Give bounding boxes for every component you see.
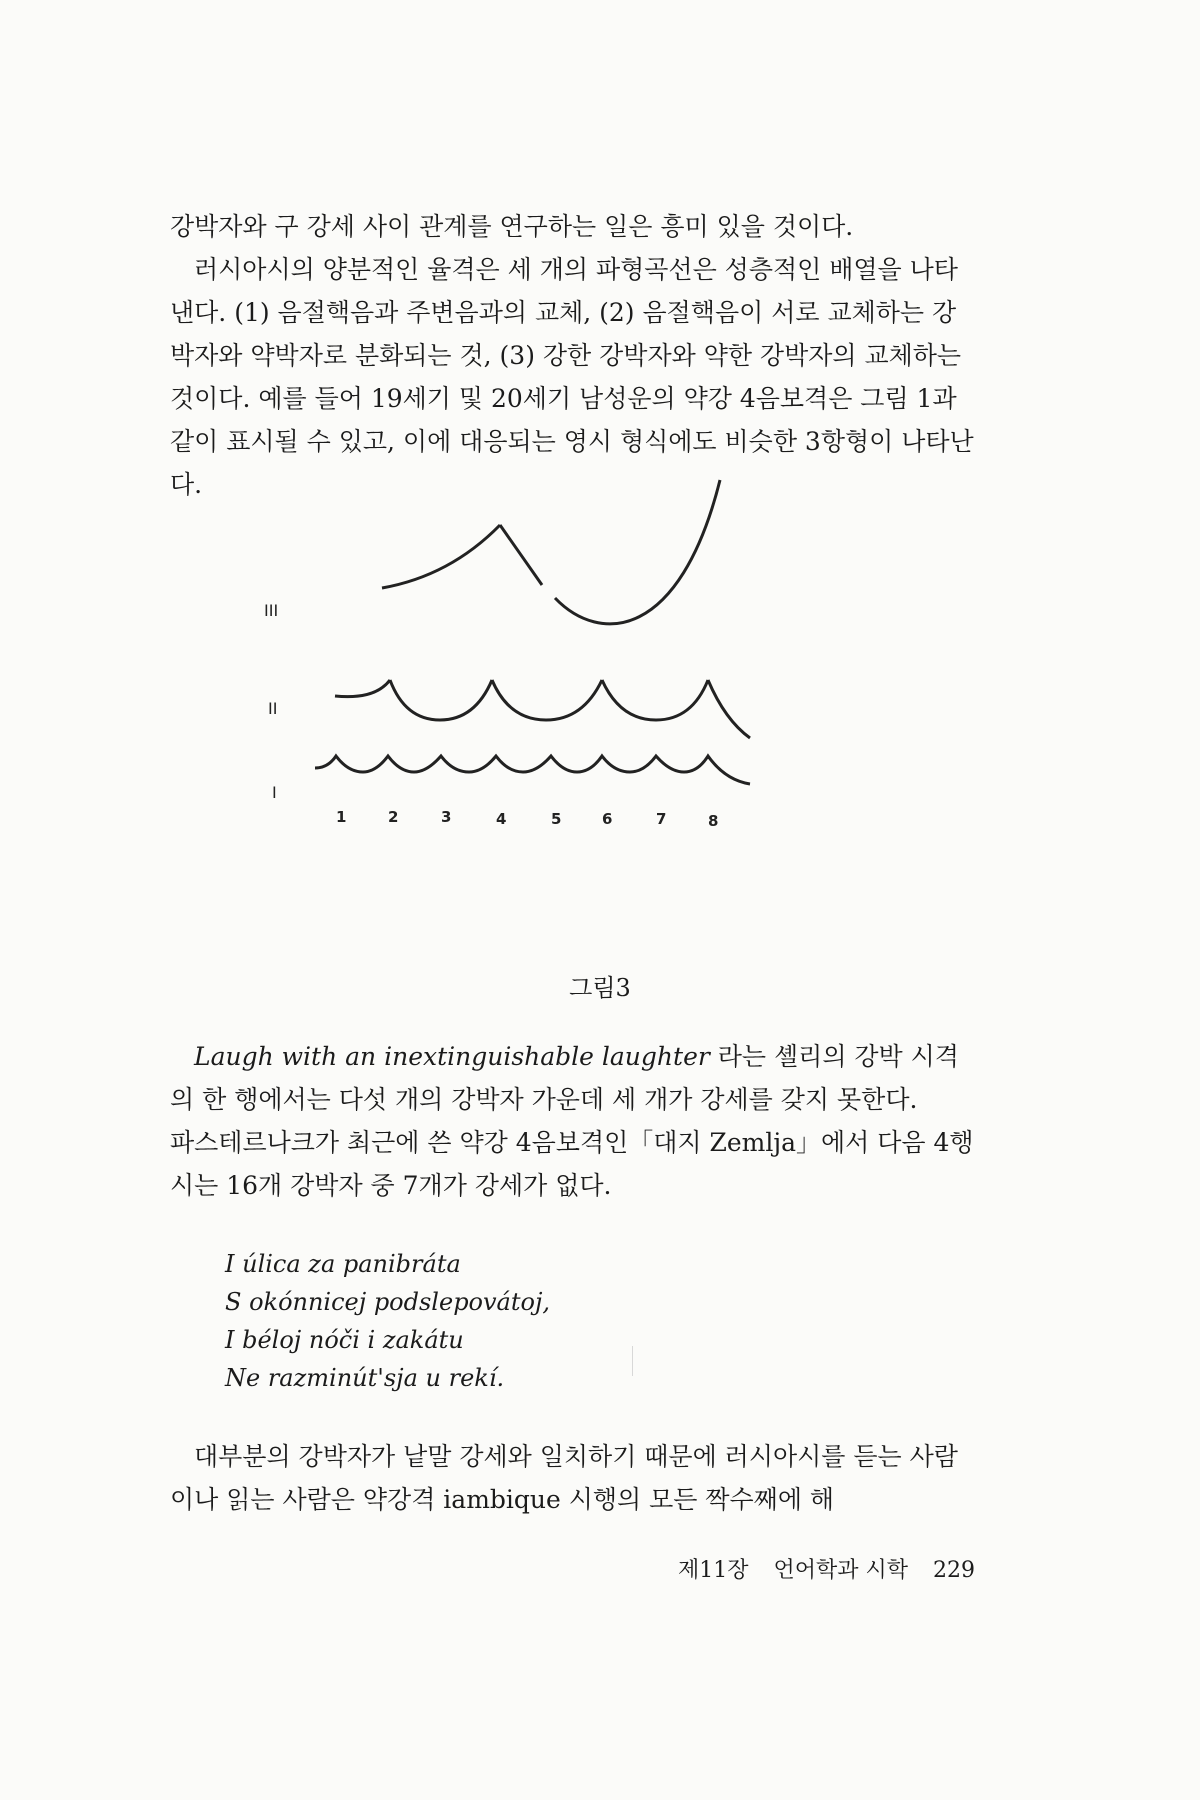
number-6: 6 (602, 810, 613, 828)
row-label-ii: II (268, 699, 278, 718)
faint-rule (632, 1346, 633, 1376)
number-2: 2 (388, 808, 399, 826)
curve-level-ii (335, 680, 750, 738)
beat-numbers (336, 808, 718, 830)
figure-caption: 그림3 (569, 974, 631, 1002)
number-1: 1 (336, 808, 347, 826)
intro-line-2: 러시아시의 양분적인 율격은 세 개의 파형곡선은 성층적인 배열을 나타낸다. (1) 음절핵음과 주변음과의 교체, (2) 음절핵음이 서로 교체하는 강박자와 약박자로 분화되는 것, (3) 강한 강박자와 약한 강박자의 교체하는 것이다. 예를 들어 19세기 및 20세기 남성운의 약강 4음보격은 그림 1과 같이 표시될 수 있고, 이에 대응되는 영시 형식에도 비슷한 3항형이 나타난다. (170, 255, 974, 499)
chapter-title: 언어학과 시학 (773, 1558, 908, 1583)
intro-paragraph (170, 205, 980, 506)
poem-line-3: I béloj nóči i zakátu (225, 1326, 464, 1354)
shelley-quote: Laugh with an inextinguishable laughter (194, 1042, 710, 1071)
number-4: 4 (496, 810, 507, 828)
para2-text-1: 라는 셸리의 강박 시격의 한 행에서는 다섯 개의 강박자 가운데 세 개가 강세를 갖지 못한다. (170, 1042, 959, 1114)
poem-block (225, 1245, 550, 1397)
poem-line-2: S okónnicej podslepovátoj, (225, 1288, 551, 1316)
intro-line-1: 강박자와 구 강세 사이 관계를 연구하는 일은 흥미 있을 것이다. (170, 212, 854, 241)
para3-text: 대부분의 강박자가 낱말 강세와 일치하기 때문에 러시아시를 듣는 사람이나 읽는 사람은 약강격 iambique 시행의 모든 짝수째에 해 (170, 1442, 958, 1514)
number-3: 3 (441, 808, 452, 826)
page-number: 229 (933, 1558, 975, 1583)
wave-figure (264, 530, 900, 960)
poem-line-1: I úlica za panibráta (225, 1250, 461, 1278)
running-footer (660, 1553, 975, 1584)
row-label-i: I (272, 783, 277, 802)
poem-line-4: Ne razminút'sja u rekí. (225, 1364, 505, 1392)
chapter-label: 제11장 (677, 1558, 749, 1583)
curve-level-i (315, 756, 750, 784)
third-paragraph (170, 1435, 980, 1521)
number-5: 5 (551, 810, 562, 828)
number-7: 7 (656, 810, 667, 828)
second-paragraph (170, 1035, 980, 1207)
number-8: 8 (708, 812, 719, 830)
para2-text-2: 파스테르나크가 최근에 쓴 약강 4음보격인「대지 Zemlja」에서 다음 4행시는 16개 강박자 중 7개가 강세가 없다. (170, 1128, 974, 1200)
row-label-iii: III (264, 601, 279, 620)
